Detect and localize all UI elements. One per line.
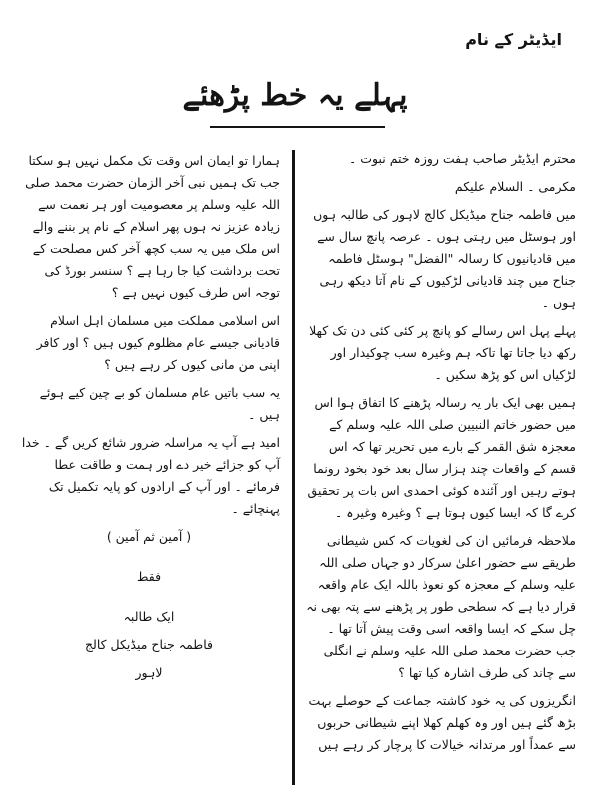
salutation-line-1: محترم ایڈیٹر صاحب ہفت روزہ ختم نبوت ۔ [348,151,576,166]
letter-paragraph: امید ہے آپ یہ مراسلہ ضرور شائع کریں گے ۔ خدا آپ کو جزائے خیر دے اور ہمت و طاقت عطا فرمائے ۔ اور آپ کے ارادوں کو پایہ تکمیل تک پہنچائے ۔ [21,435,280,516]
fakat-label: فقط [136,569,162,584]
left-column [18,150,280,690]
signature-line: فاطمہ جناح میڈیکل کالج [84,637,214,652]
letter-paragraph: ہمیں بھی ایک بار یہ رسالہ پڑھنے کا اتفاق ہوا اس میں حضور خاتم النبیین صلی اللہ علیہ وسلم کے معجزہ شق القمر کے بارے میں تحریر تھا کہ اس قسم کے واقعات چند ہزار سال بعد خود بخود رونما ہوتے رہیں اور آئندہ کوئی احمدی اس بات پر تحقیق کرے گا کہ ایسا کیوں ہوتا ہے ؟ وغیرہ وغیرہ ۔ [307,395,576,520]
letter-paragraph: ہمارا تو ایمان اس وقت تک مکمل نہیں ہو سکتا جب تک ہمیں نبی آخر الزمان حضرت محمد صلی اللہ علیہ وسلم پر معصومیت اور ہر نعمت سے زیادہ عزیز نہ ہوں پھر اسلام کے نام پر بننے والے اس ملک میں یہ سب کچھ آخر کس مصلحت کے تحت برداشت کیا جا رہا ہے ؟ سنسر بورڈ کی توجہ اس طرف کیوں نہیں ہے ؟ [25,153,280,300]
signature-line: لاہور [135,665,163,680]
letter-paragraph: پہلے پہل اس رسالے کو پانچ پر کئی کئی دن تک کھلا رکھ دیا جاتا تھا تاکہ ہم وغیرہ سب چوکیدار اور لڑکیاں اس کو پڑھ سکیں ۔ [309,323,576,382]
closing-prayer: ( آمین ثم آمین ) [106,529,192,544]
letter-paragraph: یہ سب باتیں عام مسلمان کو بے چین کیے ہوئے ہیں ۔ [39,385,280,422]
right-column [304,148,576,762]
spacer [18,554,280,566]
page-title: پہلے یہ خط پڑھئے [182,78,408,113]
title-underline [210,126,385,128]
letter-paragraph: ملاحظہ فرمائیں ان کی لغویات کہ کس شیطانی طریقے سے حضور اعلیٰ سرکار دو جہاں صلی اللہ علیہ وسلم کے معجزہ کو نعوذ باللہ ایک عام واقعہ قرار دیا ہے کہ سطحی طور پر پڑھنے سے پتہ بھی نہ چل سکے کہ ایسا واقعہ اسی وقت پیش آتا تھا ۔ جب حضرت محمد صلی اللہ علیہ وسلم نے انگلی سے چاند کی طرف اشارہ کیا تھا ؟ [306,533,576,680]
letter-paragraph: انگریزوں کی یہ خود کاشتہ جماعت کے حوصلے بہت بڑھ گئے ہیں اور وہ کھلم کھلا اپنے شیطانی حربوں سے عمداً اور مرتدانہ خیالات کا پرچار کر رہے ہیں [308,693,576,752]
signature-line: ایک طالبہ [123,609,175,624]
column-divider [292,150,295,785]
salutation-line-2: مکرمی ۔ السلام علیکم [454,179,576,194]
spacer [18,594,280,606]
section-tag: ایڈیٹر کے نام [465,30,562,49]
letter-paragraph: اس اسلامی مملکت میں مسلمان اہل اسلام قادیانی جیسے عام مظلوم کیوں ہیں ؟ اور کافر اپنی من مانی کیوں کر رہے ہیں ؟ [36,313,280,372]
letter-paragraph: میں فاطمہ جناح میڈیکل کالج لاہور کی طالبہ ہوں اور ہوسٹل میں رہتی ہوں ۔ عرصہ پانچ سال سے میں قادیانیوں کا رسالہ "الفضل" ہوسٹل فاطمہ جناح میں چند قادیانی لڑکیوں کے نام آتا دیکھ رہی ہوں ۔ [313,207,576,310]
